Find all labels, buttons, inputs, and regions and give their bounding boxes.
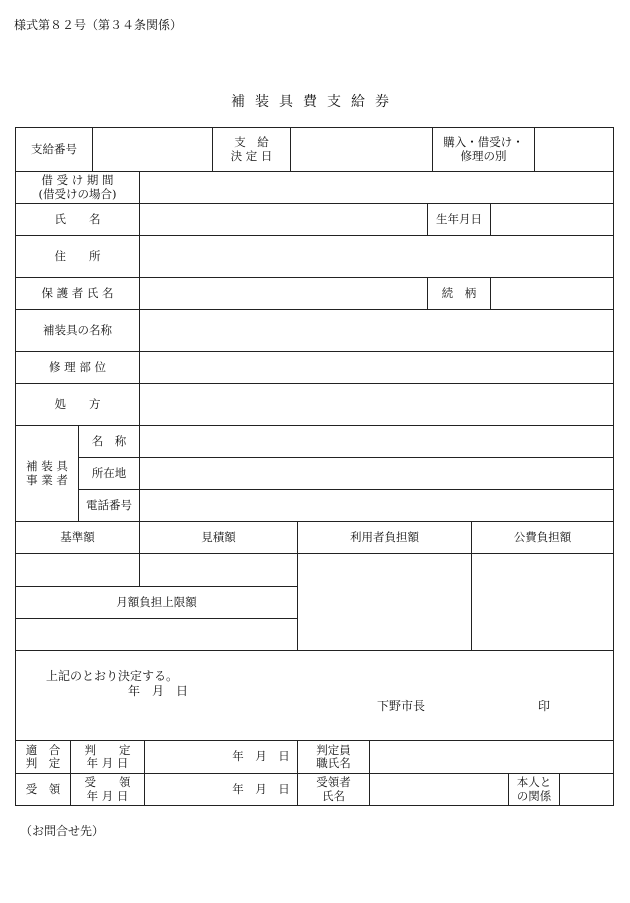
guardian-name-field[interactable] [140,278,427,309]
page-title: 補装具費支給券 [231,94,399,110]
standard-amount-label: 基準額 [60,529,95,544]
decision-text: 上記のとおり決定する。 [46,669,179,683]
receipt-label: 受 領 [25,781,61,796]
rental-period-label: 借 受 け 期 間 (借受けの場合) [38,173,117,201]
receipt-date-label: 受 領 年 月 日 [84,775,131,803]
receiver-name-field[interactable] [370,774,508,805]
standard-amount-field[interactable] [16,554,139,586]
receipt-date-placeholder: 年 月 日 [232,781,290,796]
payment-decision-date-field[interactable] [291,128,432,171]
decision-date: 年 月 日 [128,684,189,698]
public-burden-label: 公費負担額 [513,529,572,544]
monthly-limit-label: 月額負担上限額 [116,594,197,609]
repair-part-label: 修 理 部 位 [49,359,106,374]
mayor-name: 下野市長 [377,699,426,713]
relationship-label: 続 柄 [441,285,477,300]
estimate-amount-field[interactable] [140,554,297,586]
seal-mark: 印 [538,699,551,713]
vendor-location-field[interactable] [140,458,613,489]
user-burden-label: 利用者負担額 [350,529,419,544]
name-label: 氏 名 [54,211,101,226]
repair-part-field[interactable] [140,352,613,383]
receiver-name-label: 受領者 氏名 [316,775,351,803]
prescription-label: 処 方 [54,396,101,411]
vendor-location-label: 所在地 [91,465,127,480]
monthly-limit-field[interactable] [16,619,297,650]
estimate-amount-label: 見積額 [201,529,236,544]
purchase-type-field[interactable] [535,128,613,171]
relation-to-person-label: 本人と の関係 [516,775,552,803]
suitability-label: 適 合 判 定 [25,742,61,770]
device-name-label: 補装具の名称 [43,322,112,337]
judgment-date-placeholder: 年 月 日 [232,749,290,764]
judgment-date-label: 判 定 年 月 日 [84,742,131,770]
payment-number-label: 支給番号 [31,141,77,156]
judgment-date-field[interactable] [145,741,297,773]
device-name-field[interactable] [140,310,613,351]
form-number: 様式第８２号（第３４条関係） [14,18,183,32]
payment-number-field[interactable] [93,128,212,171]
vendor-label: 補 装 具 事 業 者 [26,459,68,487]
vendor-name-field[interactable] [140,426,613,457]
address-field[interactable] [140,236,613,277]
prescription-field[interactable] [140,384,613,425]
guardian-name-label: 保 護 者 氏 名 [41,285,114,300]
name-field[interactable] [140,204,427,235]
address-label: 住 所 [54,248,101,263]
purchase-type-label: 購入・借受け・ 修理の別 [443,135,524,163]
relationship-field[interactable] [491,278,613,309]
footer-contact: （お問合せ先） [20,824,105,838]
payment-decision-date-label: 支 給 決 定 日 [230,135,273,163]
vendor-phone-label: 電話番号 [86,497,132,512]
relation-to-person-field[interactable] [560,774,613,805]
judge-name-label: 判定員 職氏名 [316,742,351,770]
birth-date-label: 生年月日 [436,211,482,226]
user-burden-field[interactable] [298,554,471,650]
birth-date-field[interactable] [491,204,613,235]
vendor-phone-field[interactable] [140,490,613,521]
public-burden-field[interactable] [472,554,613,650]
receipt-date-field[interactable] [145,774,297,805]
vendor-name-label: 名 称 [91,433,127,448]
judge-name-field[interactable] [370,741,613,773]
rental-period-field[interactable] [140,172,613,203]
